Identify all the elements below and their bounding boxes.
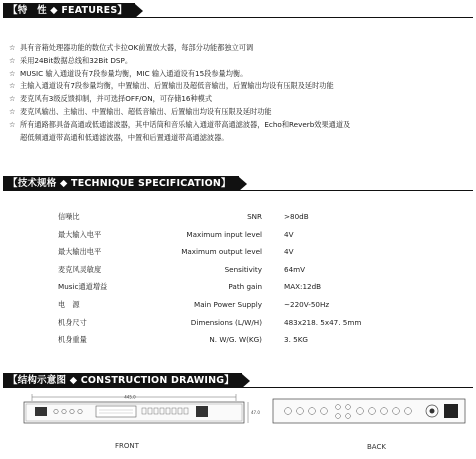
spec-cn-label: Music通道增益 [58,282,108,292]
front-panel-drawing [10,393,260,441]
drawing-header [3,373,250,388]
spec-header [3,176,247,191]
spec-value: 4V [284,229,294,239]
star-icon: ☆ [9,55,16,65]
header-arrow-decoration [239,177,247,191]
back-label: BACK [367,443,386,451]
header-arrow-decoration [135,4,143,18]
star-icon: ☆ [9,94,16,104]
spec-row [58,226,438,244]
star-icon: ☆ [9,43,16,52]
star-icon: ☆ [9,68,16,78]
star-icon: ☆ [9,81,16,91]
front-width-dimension: 445.0 [124,394,136,400]
front-label: FRONT [115,442,139,450]
drawing-title: 【结构示意图 ◆ CONSTRUCTION DRAWING】 [3,373,242,388]
spec-value: MAX:12dB [284,282,322,292]
feature-item: ☆ MUSIC 输入通道设有7段参量均衡，MIC 输入通道设有15段参量均衡。 [9,68,471,81]
features-header [3,3,143,18]
feature-item: ☆ 采用24Bit数据总线和32Bit DSP。 [9,55,471,68]
star-icon: ☆ [9,106,16,116]
spec-row [58,314,438,332]
feature-item: ☆ 麦克风输出、主输出、中置输出、超低音输出、后置输出均设有压限及延时功能 [9,106,471,119]
spec-en-label: Dimensions (L/W/H) [190,317,262,327]
spec-cn-label: 最大输出电平 [58,247,102,257]
spec-title: 【技术规格 ◆ TECHNIQUE SPECIFICATION】 [3,176,239,191]
spec-en-label: N. W/G. W(KG) [209,335,262,345]
spec-en-label: Path gain [228,282,262,292]
spec-value: 483x218. 5x47. 5mm [284,317,362,327]
feature-item-continuation: 超低频通道带高通和低通滤波器，中置和后置通道带高通滤波器。 [20,132,229,142]
spec-row [58,296,438,314]
spec-en-label: Sensitivity [224,264,262,274]
header-rule [3,17,473,18]
spec-en-label: SNR [247,212,262,221]
spec-cn-label: 电 源 [58,299,80,309]
spec-en-label: Maximum output level [181,247,262,257]
header-rule [3,190,473,191]
spec-value: >80dB [284,212,309,221]
spec-cn-label: 信噪比 [58,212,80,221]
feature-item: ☆ 所有通路都具备高通或低通滤波器，其中话筒和音乐输入通道带高通滤波器，Echo和Reverb效果通道及 [9,119,471,132]
feature-item: ☆ 主输入通道设有7段参量均衡，中置输出、后置输出及超低音输出，后置输出均设有压限及延时功能 [9,80,471,93]
spec-cn-label: 机身尺寸 [58,317,87,327]
spec-row [58,278,438,296]
feature-item: ☆ 具有音箱处理器功能的数位式卡拉OK前置放大器，每部分功能都独立可调 [9,42,471,55]
header-rule [3,387,473,388]
header-arrow-decoration [242,374,250,388]
star-icon: ☆ [9,119,16,129]
features-title: 【特 性 ◆ FEATURES】 [3,3,135,18]
spec-value: ~220V-50Hz [284,299,330,309]
spec-value: 64mV [284,264,306,274]
spec-cn-label: 机身重量 [58,335,87,345]
front-height-dimension: 47.0 [251,410,260,415]
spec-value: 3. 5KG [284,335,308,345]
back-panel-drawing [272,395,468,435]
spec-cn-label: 最大输入电平 [58,229,102,239]
feature-item: ☆ 麦克风有3级反馈抑制，并可选择OFF/ON，可存储16种模式 [9,93,471,106]
spec-row [58,208,438,226]
spec-row [58,331,438,349]
spec-en-label: Main Power Supply [194,299,262,309]
spec-row [58,261,438,279]
spec-cn-label: 麦克风灵敏度 [58,264,102,274]
spec-table [58,208,438,349]
spec-value: 4V [284,247,294,257]
features-list [9,42,471,144]
spec-en-label: Maximum input level [186,229,262,239]
spec-row [58,243,438,261]
